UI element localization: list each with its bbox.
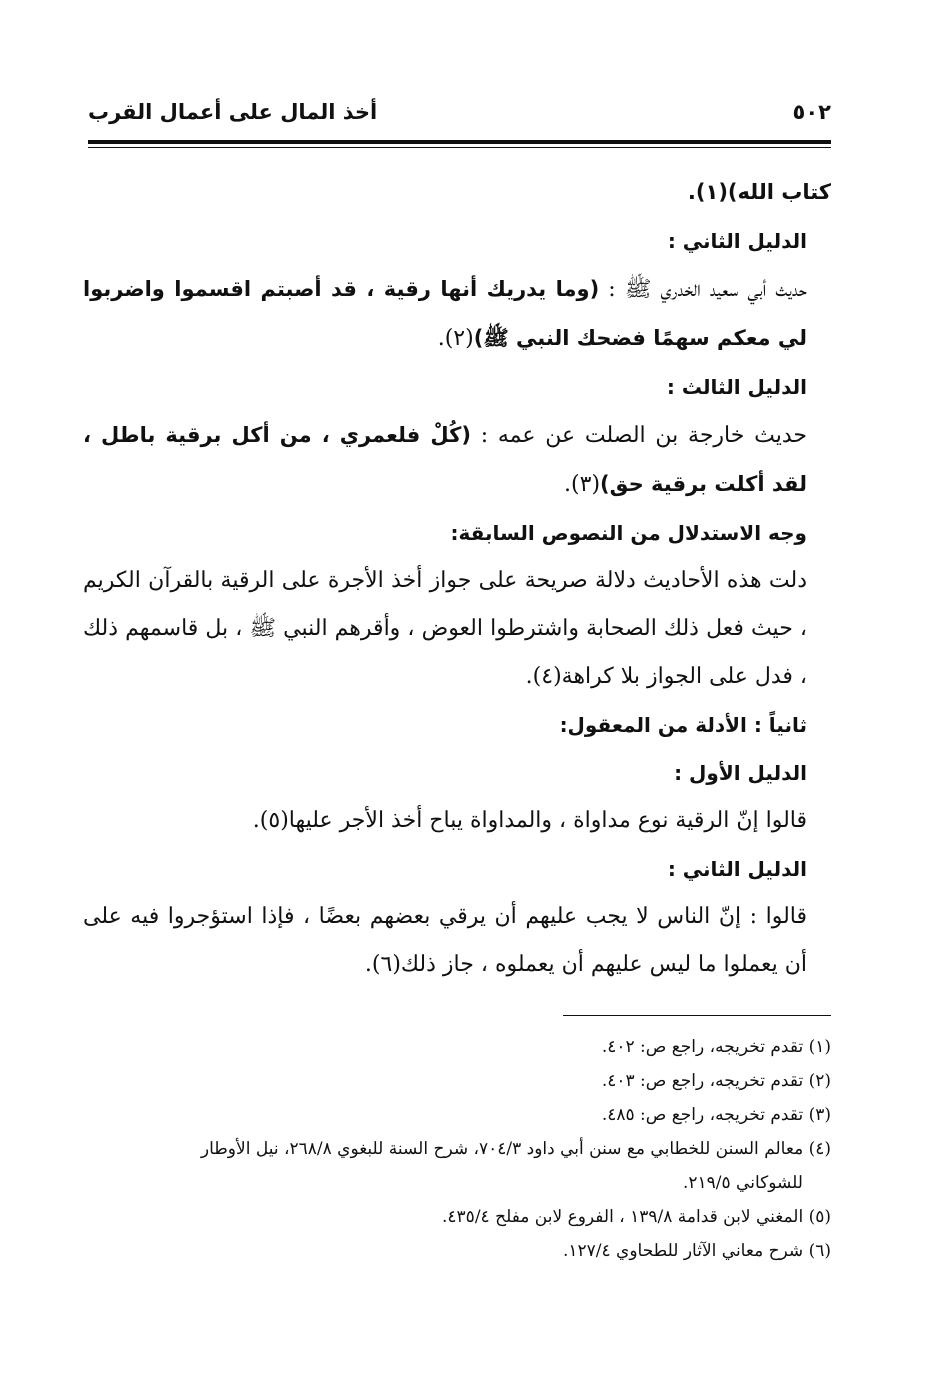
rational-2-paragraph: قالوا : إنّ الناس لا يجب عليهم أن يرقي بعضهم بعضًا ، فإذا استؤجروا فيه على أن يعملوا ما ليس عليهم أن يعملوه ، جاز ذلك(٦). — [83, 904, 807, 977]
running-head — [88, 100, 831, 134]
footnotes — [83, 1030, 831, 1268]
hadith-2-paragraph — [83, 265, 831, 363]
heading-inference: وجه الاستدلال من النصوص السابقة: — [450, 521, 807, 545]
footnote-4-continuation: للشوكاني ٢١٩/٥. — [682, 1173, 803, 1193]
footnote-separator — [563, 1015, 831, 1016]
footnote-1: (١) تقدم تخريجه، راجع ص: ٤٠٢. — [601, 1037, 831, 1057]
continuation-line: كتاب الله)(١). — [687, 180, 831, 204]
hadith-3-quote: (كُلْ فلعمري ، من أكل برقية باطل ، لقد أكلت برقية حق) — [83, 423, 807, 496]
rational-1-paragraph: قالوا إنّ الرقية نوع مداواة ، والمداواة يباح أخذ الأجر عليها(٥). — [252, 808, 807, 833]
footnote-3: (٣) تقدم تخريجه، راجع ص: ٤٨٥. — [601, 1105, 831, 1125]
heading-rational-evidence: ثانياً : الأدلة من المعقول: — [559, 713, 807, 737]
footnote-4: (٤) معالم السنن للخطابي مع سنن أبي داود ٧٠٤/٣، شرح السنة للبغوي ٢٦٨/٨، نيل الأوطار — [200, 1139, 831, 1159]
hadith-2-intro: حديث أبي سعيد الخدري ﷺ : — [599, 277, 807, 302]
hadith-3-paragraph — [83, 411, 831, 509]
footnote-6: (٦) شرح معاني الآثار للطحاوي ١٢٧/٤. — [562, 1241, 831, 1261]
heading-rational-2: الدليل الثاني : — [667, 857, 807, 881]
hadith-3-ref: (٣). — [564, 472, 601, 497]
footnote-5: (٥) المغني لابن قدامة ١٣٩/٨ ، الفروع لابن مفلح ٤٣٥/٤. — [442, 1207, 831, 1227]
footnote-2: (٢) تقدم تخريجه، راجع ص: ٤٠٣. — [601, 1071, 831, 1091]
hadith-3-intro: حديث خارجة بن الصلت عن عمه : — [470, 423, 807, 448]
main-text — [83, 168, 831, 989]
heading-evidence-2: الدليل الثاني : — [667, 229, 807, 253]
hadith-2-ref: (٢). — [437, 326, 474, 351]
heading-rational-1: الدليل الأول : — [674, 761, 807, 785]
running-title: أخذ المال على أعمال القرب — [88, 100, 378, 124]
inference-paragraph: دلت هذه الأحاديث دلالة صريحة على جواز أخذ الأجرة على الرقية بالقرآن الكريم ، حيث فعل ذلك الصحابة واشترطوا العوض ، وأقرهم النبي ﷺ ، بل قاسمهم ذلك ، فدل على الجواز بلا كراهة(٤). — [83, 568, 807, 689]
page-number: ٥٠٢ — [792, 100, 831, 124]
header-rule-thick — [88, 140, 831, 144]
hadith-2-quote: (وما يدريك أنها رقية ، قد أصبتم اقسموا واضربوا لي معكم سهمًا فضحك النبي ﷺ) — [83, 277, 807, 350]
heading-evidence-3: الدليل الثالث : — [666, 375, 807, 399]
header-rule-thin — [88, 147, 831, 148]
